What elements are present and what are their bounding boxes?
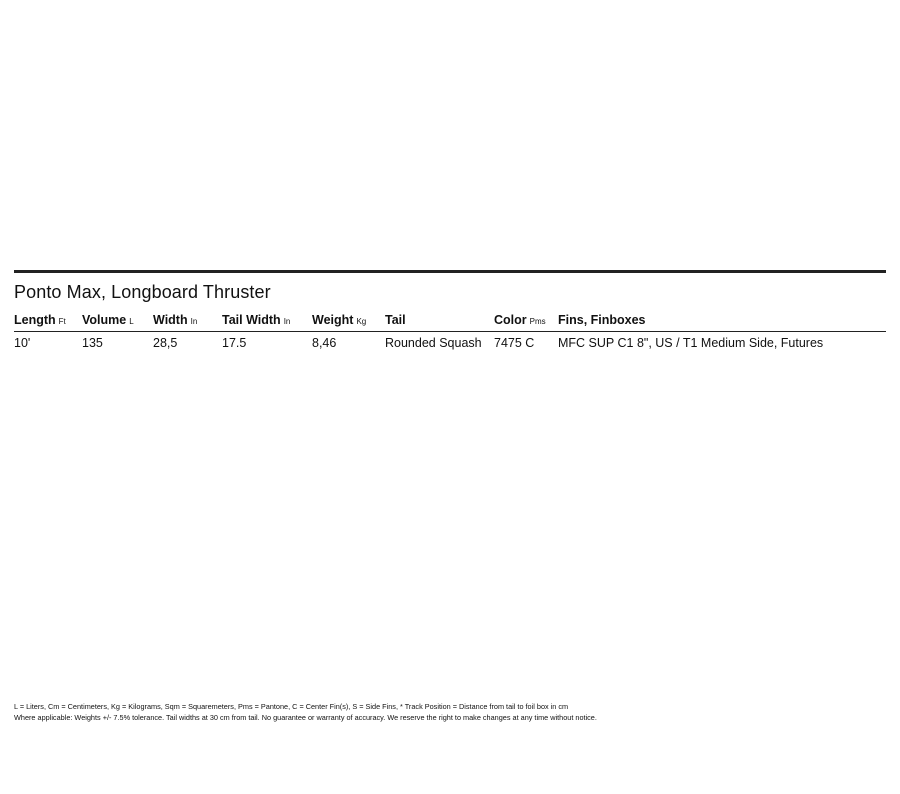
cell-tail-width: 17.5 [222,336,247,350]
top-divider [14,270,886,273]
table-header-row [14,309,886,332]
header-weight: Weight Kg [312,313,367,327]
footnotes [14,701,597,723]
cell-tail: Rounded Squash [385,336,482,350]
header-tail: Tail [385,313,406,327]
cell-fins: MFC SUP C1 8", US / T1 Medium Side, Futures [558,336,824,350]
product-title: Ponto Max, Longboard Thruster [14,282,271,302]
footnote-abbreviations: L = Liters, Cm = Centimeters, Kg = Kilograms, Sqm = Squaremeters, Pms = Pantone, C = Center Fin(s), S = Side Fins, * Track Position = Distance from tail to foil box in cm [14,702,569,711]
header-length: Length Ft [14,313,66,327]
cell-volume: 135 [82,336,103,350]
cell-width: 28,5 [153,336,178,350]
cell-length: 10' [14,336,31,350]
header-width: Width In [153,313,198,327]
header-fins: Fins, Finboxes [558,313,646,327]
table-row [14,332,886,354]
spec-sheet [14,270,886,354]
header-color: Color Pms [494,313,546,327]
cell-weight: 8,46 [312,336,337,350]
footnote-disclaimer: Where applicable: Weights +/- 7.5% tolerance. Tail widths at 30 cm from tail. No guarantee or warranty of accuracy. We reserve the right to make changes at any time without notice. [14,713,597,722]
header-volume: Volume L [82,313,134,327]
cell-color: 7475 C [494,336,535,350]
header-tail-width: Tail Width In [222,313,291,327]
spec-table [14,309,886,354]
